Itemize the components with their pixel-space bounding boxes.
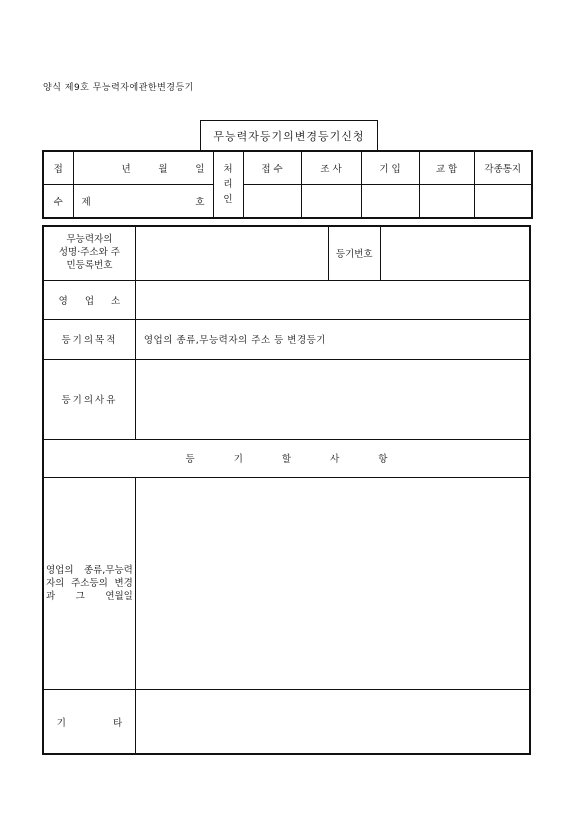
application-table [42,225,531,755]
business-office-field[interactable] [135,280,530,319]
col-notices: 각종통지 [474,151,532,184]
reason-label: 등기의사유 [43,359,135,439]
form-label: 양식 제9호 무능력자에관한변경등기 [43,83,194,93]
reason-field[interactable] [135,359,530,439]
receipt-number-suffix: 호 [195,196,205,208]
business-office-label: 영 업 소 [43,280,135,319]
col-verify: 교 합 [419,151,474,184]
receipt-label-bottom: 수 [43,184,73,218]
receipt-table [42,150,533,219]
other-field[interactable] [135,690,530,754]
receipt-label-top: 접 [43,151,73,184]
receipt-number-prefix: 제 [81,196,91,208]
form-title: 무능력자등기의변경등기신청 [200,120,378,150]
receipt-day: 일 [195,163,205,175]
handler-label: 처 리 인 [213,151,243,218]
stamp-notices[interactable] [474,184,532,218]
person-field[interactable] [135,226,328,280]
receipt-year: 년 [121,163,131,175]
section-header: 등 기 할 사 항 [43,439,530,477]
reg-no-field[interactable] [380,226,530,280]
change-label: 영업의 종류,무능력자의 주소등의 변경과 그 연월일 [43,477,135,689]
stamp-investigation[interactable] [301,184,361,218]
receipt-date[interactable] [73,151,213,184]
other-label: 기 타 [43,690,135,754]
col-entry: 기 입 [361,151,419,184]
stamp-entry[interactable] [361,184,419,218]
purpose-field[interactable]: 영업의 종류,무능력자의 주소 등 변경등기 [135,319,530,359]
change-field[interactable] [135,477,530,689]
reg-no-label: 등기번호 [328,226,380,280]
col-investigation: 조 사 [301,151,361,184]
purpose-label: 등기의목적 [43,319,135,359]
receipt-number[interactable] [73,184,213,218]
col-receipt: 접 수 [243,151,301,184]
stamp-verify[interactable] [419,184,474,218]
person-label: 무능력자의 성명·주소와 주 민등록번호 [43,226,135,280]
receipt-month: 월 [158,163,168,175]
stamp-receipt[interactable] [243,184,301,218]
